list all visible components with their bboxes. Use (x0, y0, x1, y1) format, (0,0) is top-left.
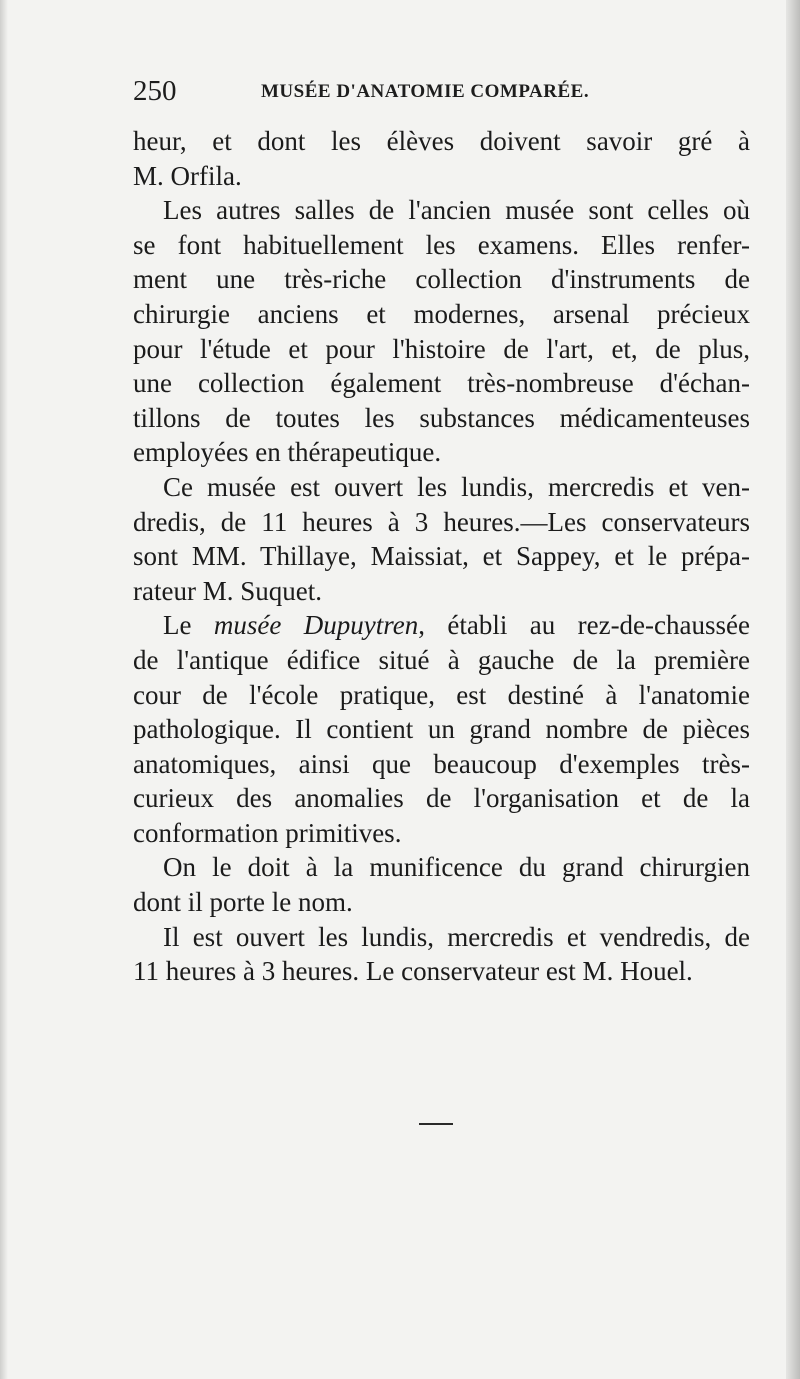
text-line: anatomiques, ainsi que beaucoup d'exemples très- (133, 748, 750, 779)
text-line: pathologique. Il contient un grand nombre de pièces (133, 714, 750, 745)
page-number: 250 (133, 75, 177, 107)
text-line: tillons de toutes les substances médicamenteuses (133, 402, 750, 433)
italic-phrase: musée Dupuytren (213, 610, 419, 641)
text-line: M. Orfila. (133, 160, 242, 191)
text-segment: Le (163, 610, 214, 641)
show-through-block (130, 1030, 770, 1064)
text-line: dont il porte le nom. (133, 887, 353, 918)
text-line: On le doit à la munificence du grand chirurgien (163, 852, 750, 883)
text-line: ment une très-riche collection d'instruments de (133, 264, 750, 295)
text-segment: , établi au rez-de-chaussée (418, 610, 750, 641)
text-line: Ce musée est ouvert les lundis, mercredis et ven- (163, 471, 750, 502)
text-line: chirurgie anciens et modernes, arsenal précieux (133, 298, 750, 329)
text-line: pour l'étude et pour l'histoire de l'art, et, de plus, (133, 333, 750, 364)
text-line-with-italic (133, 608, 750, 643)
page-left-edge (0, 0, 8, 1379)
section-end-rule (419, 1123, 453, 1125)
running-header (133, 74, 753, 108)
text-line: Il est ouvert les lundis, mercredis et vendredis, de (163, 921, 750, 952)
text-line: Les autres salles de l'ancien musée sont celles où (163, 195, 750, 226)
text-line: cour de l'école pratique, est destiné à l'anatomie (133, 679, 750, 710)
text-line: sont MM. Thillaye, Maissiat, et Sappey, et le prépa- (133, 541, 750, 572)
text-line: conformation primitives. (133, 817, 402, 848)
text-line: 11 heures à 3 heures. Le conservateur est M. Houel. (133, 956, 693, 987)
body-text (133, 124, 750, 989)
text-line: employées en thérapeutique. (133, 437, 442, 468)
text-line: curieux des anomalies de l'organisation et de la (133, 783, 750, 814)
text-line: se font habituellement les examens. Elles renfer- (133, 229, 750, 260)
running-head-title: MUSÉE D'ANATOMIE COMPARÉE. (261, 81, 590, 102)
text-line: de l'antique édifice situé à gauche de la première (133, 644, 750, 675)
text-line: rateur M. Suquet. (133, 575, 322, 606)
text-line: dredis, de 11 heures à 3 heures.—Les conservateurs (133, 506, 750, 537)
text-line: une collection également très-nombreuse d'échan- (133, 368, 750, 399)
text-line: heur, et dont les élèves doivent savoir gré à (133, 126, 750, 156)
page-spine-shadow (786, 0, 800, 1379)
